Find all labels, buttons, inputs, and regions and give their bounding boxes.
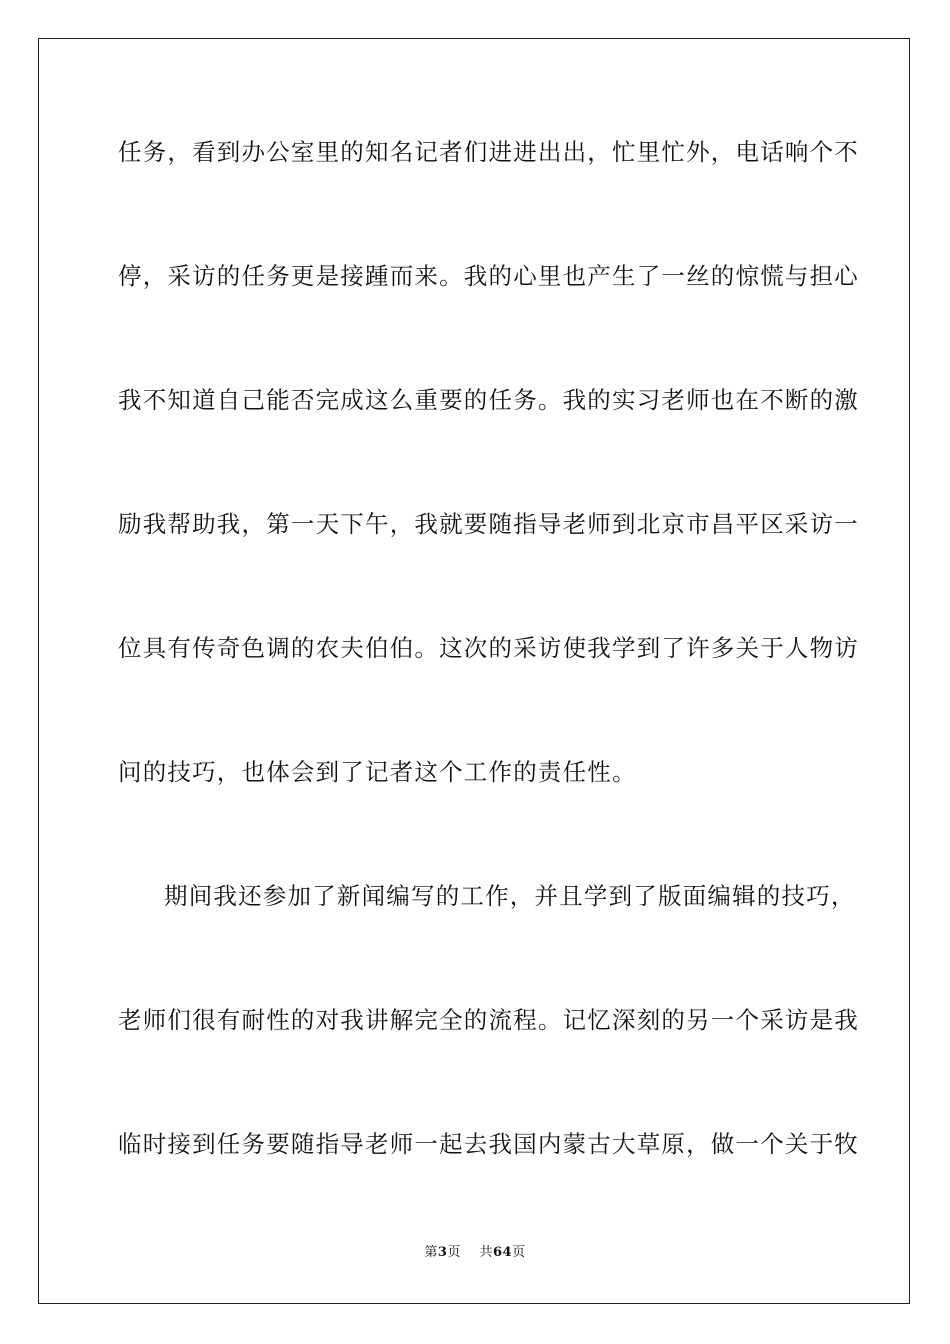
page-suffix: 页 — [447, 1245, 461, 1260]
body-text-line: 位具有传奇色调的农夫伯伯。这次的采访使我学到了许多关于人物访 — [118, 634, 859, 662]
page-number: 3 — [437, 1245, 448, 1260]
page-footer — [0, 1244, 950, 1262]
body-text-line: 我不知道自己能否完成这么重要的任务。我的实习老师也在不断的激 — [118, 386, 859, 414]
body-text-line: 励我帮助我，第一天下午，我就要随指导老师到北京市昌平区采访一 — [118, 510, 859, 538]
body-text-line: 停，采访的任务更是接踵而来。我的心里也产生了一丝的惊慌与担心 — [118, 262, 859, 290]
body-text-line: 任务，看到办公室里的知名记者们进进出出，忙里忙外，电话响个不 — [118, 138, 859, 166]
total-prefix: 共 — [479, 1245, 493, 1260]
total-suffix: 页 — [512, 1245, 526, 1260]
body-text-line: 老师们很有耐性的对我讲解完全的流程。记忆深刻的另一个采访是我 — [118, 1006, 859, 1034]
body-text-line: 问的技巧，也体会到了记者这个工作的责任性。 — [118, 758, 637, 786]
total-pages: 64 — [493, 1245, 513, 1260]
page-prefix: 第 — [424, 1245, 438, 1260]
body-text-line-indented: 期间我还参加了新闻编写的工作，并且学到了版面编辑的技巧， — [164, 882, 856, 910]
body-text-line: 临时接到任务要随指导老师一起去我国内蒙古大草原，做一个关于牧 — [118, 1130, 859, 1158]
page-border — [38, 38, 910, 1304]
